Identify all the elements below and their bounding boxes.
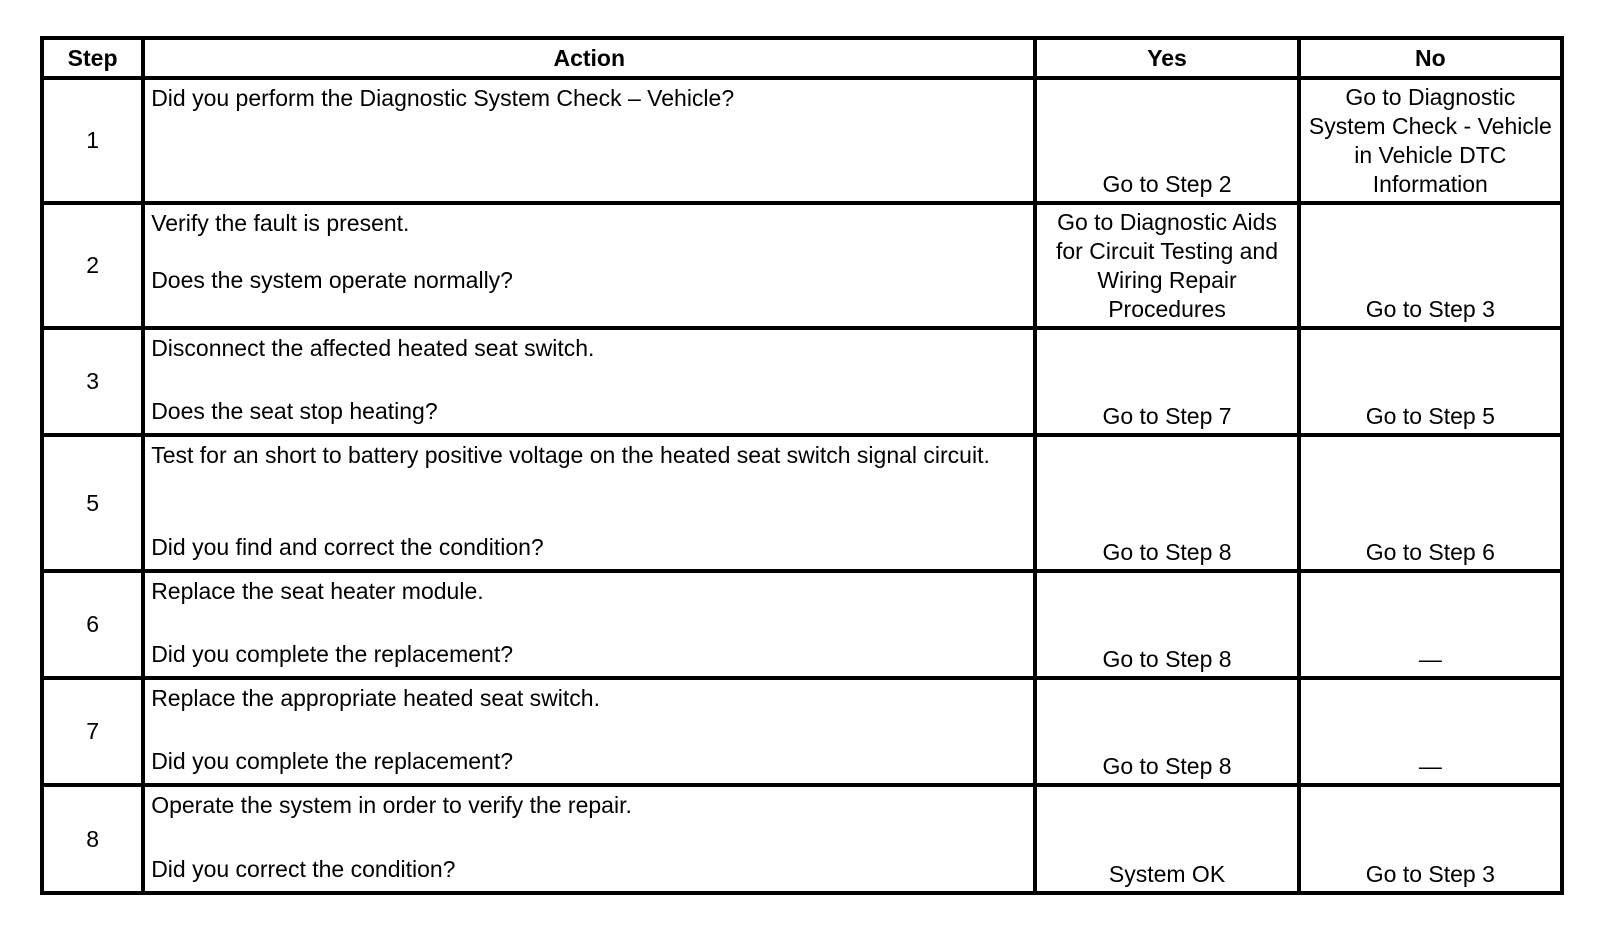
- action-cell: [143, 203, 1035, 328]
- header-step: Step: [42, 38, 143, 78]
- no-result: Go to Step 3: [1299, 785, 1562, 893]
- action-text: Did you perform the Diagnostic System Check – Vehicle?: [151, 85, 735, 111]
- yes-result: Go to Diagnostic Aids for Circuit Testing and Wiring Repair Procedures: [1035, 203, 1298, 328]
- no-result: Go to Step 3: [1299, 203, 1562, 328]
- action-cell: [143, 785, 1035, 893]
- table-row: [42, 678, 1562, 785]
- action-instruction: Operate the system in order to verify the repair.: [151, 792, 632, 818]
- action-question: Did you correct the condition?: [151, 856, 456, 882]
- no-result: —: [1299, 571, 1562, 678]
- action-instruction: Test for an short to battery positive voltage on the heated seat switch signal circuit.: [151, 442, 990, 468]
- no-result: —: [1299, 678, 1562, 785]
- no-result: Go to Diagnostic System Check - Vehicle in Vehicle DTC Information: [1299, 78, 1562, 203]
- diagnostic-table: [40, 36, 1564, 895]
- step-number: 7: [42, 678, 143, 785]
- action-cell: [143, 328, 1035, 435]
- yes-result: Go to Step 2: [1035, 78, 1298, 203]
- action-instruction: Replace the appropriate heated seat switch.: [151, 685, 600, 711]
- action-instruction: Verify the fault is present.: [151, 210, 410, 236]
- step-number: 3: [42, 328, 143, 435]
- header-row: [42, 38, 1562, 78]
- header-action: Action: [143, 38, 1035, 78]
- no-result: Go to Step 6: [1299, 435, 1562, 571]
- table-row: [42, 571, 1562, 678]
- action-question: Does the system operate normally?: [151, 267, 513, 293]
- step-number: 6: [42, 571, 143, 678]
- yes-result: Go to Step 8: [1035, 678, 1298, 785]
- action-question: Did you complete the replacement?: [151, 641, 513, 667]
- no-result: Go to Step 5: [1299, 328, 1562, 435]
- action-instruction: Disconnect the affected heated seat switch.: [151, 335, 595, 361]
- step-number: 2: [42, 203, 143, 328]
- step-number: 5: [42, 435, 143, 571]
- yes-result: Go to Step 8: [1035, 435, 1298, 571]
- header-no: No: [1299, 38, 1562, 78]
- action-cell: [143, 435, 1035, 571]
- action-question: Did you find and correct the condition?: [151, 534, 544, 560]
- action-question: Does the seat stop heating?: [151, 398, 438, 424]
- step-number: 8: [42, 785, 143, 893]
- header-yes: Yes: [1035, 38, 1298, 78]
- yes-result: Go to Step 7: [1035, 328, 1298, 435]
- action-cell: [143, 78, 1035, 203]
- action-instruction: Replace the seat heater module.: [151, 578, 484, 604]
- yes-result: Go to Step 8: [1035, 571, 1298, 678]
- action-cell: [143, 571, 1035, 678]
- action-question: Did you complete the replacement?: [151, 748, 513, 774]
- step-number: 1: [42, 78, 143, 203]
- action-cell: [143, 678, 1035, 785]
- yes-result: System OK: [1035, 785, 1298, 893]
- table-row: [42, 78, 1562, 203]
- table-row: [42, 203, 1562, 328]
- table-row: [42, 785, 1562, 893]
- table-row: [42, 328, 1562, 435]
- table-row: [42, 435, 1562, 571]
